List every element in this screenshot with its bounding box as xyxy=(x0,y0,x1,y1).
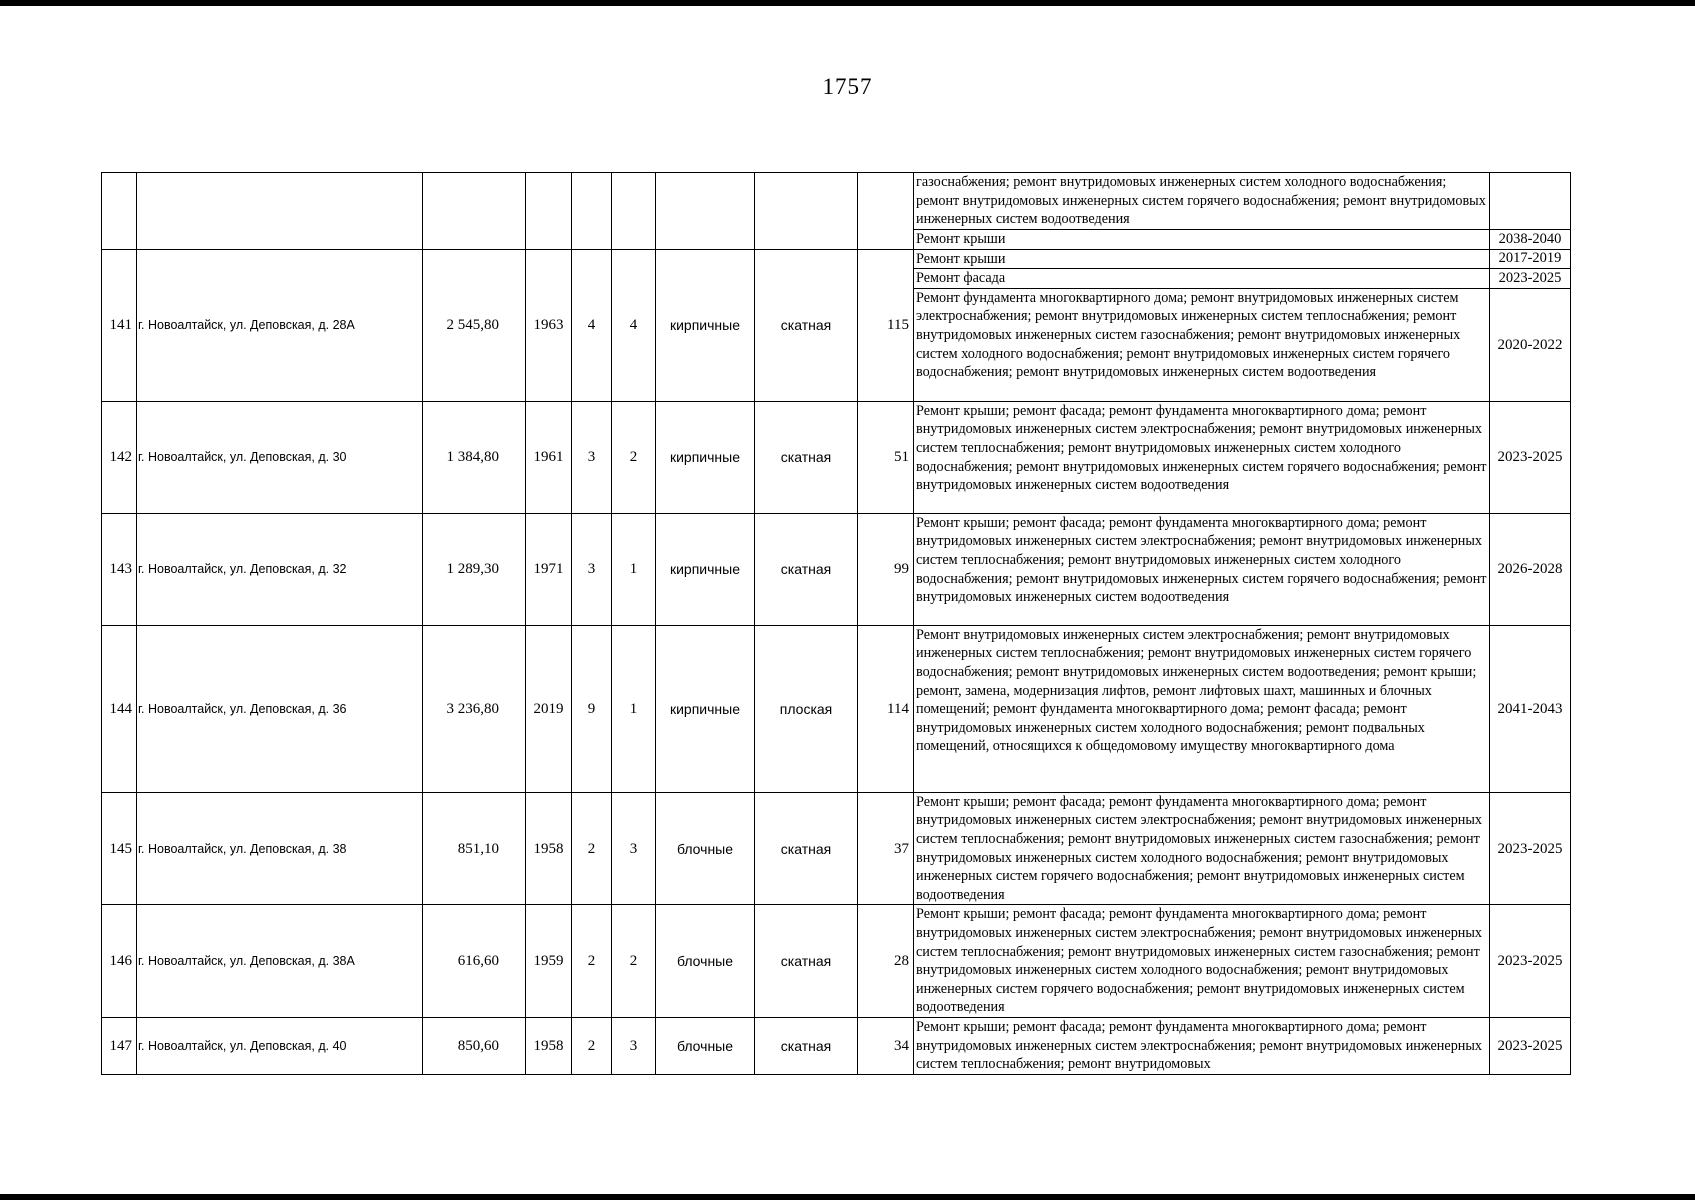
floors-count: 2 xyxy=(572,905,612,1018)
build-year: 2019 xyxy=(526,625,572,792)
work-period: 2023-2025 xyxy=(1490,1017,1571,1074)
row-number: 146 xyxy=(102,905,137,1018)
work-period: 2023-2025 xyxy=(1490,269,1571,289)
work-period: 2038-2040 xyxy=(1490,230,1571,250)
building-area: 1 289,30 xyxy=(423,513,526,625)
entrances-count: 3 xyxy=(612,792,656,905)
building-address: г. Новоалтайск, ул. Деповская, д. 38 xyxy=(137,792,423,905)
row-number: 147 xyxy=(102,1017,137,1074)
work-description: Ремонт крыши; ремонт фасада; ремонт фундамента многоквартирного дома; ремонт внутридомовых инженерных систем электроснабжения; ремонт внутридомовых инженерных систем теплоснабжения; ремонт внутридомовых инженерных систем газоснабжения; ремонт внутридомовых инженерных систем холодного водоснабжения; ремонт внутридомовых инженерных систем горячего водоснабжения; ремонт внутридомовых инженерных систем водоотведения xyxy=(914,905,1490,1018)
table-row xyxy=(102,625,1571,792)
building-area: 616,60 xyxy=(423,905,526,1018)
entrances-count: 1 xyxy=(612,625,656,792)
work-description: газоснабжения; ремонт внутридомовых инженерных систем холодного водоснабжения; ремонт внутридомовых инженерных систем горячего водоснабжения; ремонт внутридомовых инженерных систем водоотведения xyxy=(914,173,1490,230)
floors-count: 3 xyxy=(572,401,612,513)
wall-material: блочные xyxy=(656,905,755,1018)
residents-count: 114 xyxy=(858,625,914,792)
page-number: 1757 xyxy=(822,74,873,99)
building-address: г. Новоалтайск, ул. Деповская, д. 28А xyxy=(137,249,423,401)
build-year: 1958 xyxy=(526,792,572,905)
work-period: 2017-2019 xyxy=(1490,249,1571,269)
scan-edge-bottom xyxy=(0,1194,1695,1200)
floors-count: 3 xyxy=(572,513,612,625)
work-description: Ремонт крыши; ремонт фасада; ремонт фундамента многоквартирного дома; ремонт внутридомовых инженерных систем электроснабжения; ремонт внутридомовых инженерных систем теплоснабжения; ремонт внутридомовых инженерных систем холодного водоснабжения; ремонт внутридомовых инженерных систем горячего водоснабжения; ремонт внутридомовых инженерных систем водоотведения xyxy=(914,401,1490,513)
table-row-continuation xyxy=(102,173,1571,230)
table-row xyxy=(102,905,1571,1018)
roof-type: скатная xyxy=(755,249,858,401)
building-address: г. Новоалтайск, ул. Деповская, д. 40 xyxy=(137,1017,423,1074)
building-address: г. Новоалтайск, ул. Деповская, д. 36 xyxy=(137,625,423,792)
work-description: Ремонт крыши xyxy=(914,230,1490,250)
floors-count: 4 xyxy=(572,249,612,401)
building-area: 850,60 xyxy=(423,1017,526,1074)
table-row xyxy=(102,1017,1571,1074)
repair-schedule-table xyxy=(101,172,1571,1075)
entrances-count: 2 xyxy=(612,905,656,1018)
row-number: 144 xyxy=(102,625,137,792)
work-description: Ремонт крыши; ремонт фасада; ремонт фундамента многоквартирного дома; ремонт внутридомовых инженерных систем электроснабжения; ремонт внутридомовых инженерных систем теплоснабжения; ремонт внутридомовых инженерных систем газоснабжения; ремонт внутридомовых инженерных систем холодного водоснабжения; ремонт внутридомовых инженерных систем горячего водоснабжения; ремонт внутридомовых инженерных систем водоотведения xyxy=(914,792,1490,905)
entrances-count: 2 xyxy=(612,401,656,513)
building-address: г. Новоалтайск, ул. Деповская, д. 32 xyxy=(137,513,423,625)
building-area: 1 384,80 xyxy=(423,401,526,513)
wall-material: блочные xyxy=(656,1017,755,1074)
roof-type: скатная xyxy=(755,513,858,625)
wall-material: кирпичные xyxy=(656,625,755,792)
row-number: 142 xyxy=(102,401,137,513)
entrances-count: 1 xyxy=(612,513,656,625)
build-year: 1959 xyxy=(526,905,572,1018)
roof-type: скатная xyxy=(755,1017,858,1074)
work-period: 2026-2028 xyxy=(1490,513,1571,625)
building-address: г. Новоалтайск, ул. Деповская, д. 38А xyxy=(137,905,423,1018)
roof-type: скатная xyxy=(755,401,858,513)
table-row xyxy=(102,513,1571,625)
building-address: г. Новоалтайск, ул. Деповская, д. 30 xyxy=(137,401,423,513)
work-period: 2041-2043 xyxy=(1490,625,1571,792)
wall-material: блочные xyxy=(656,792,755,905)
work-description: Ремонт крыши; ремонт фасада; ремонт фундамента многоквартирного дома; ремонт внутридомовых инженерных систем электроснабжения; ремонт внутридомовых инженерных систем теплоснабжения; ремонт внутридомовых инженерных систем холодного водоснабжения; ремонт внутридомовых инженерных систем горячего водоснабжения; ремонт внутридомовых инженерных систем водоотведения xyxy=(914,513,1490,625)
build-year: 1971 xyxy=(526,513,572,625)
residents-count: 115 xyxy=(858,249,914,401)
residents-count: 34 xyxy=(858,1017,914,1074)
table-row xyxy=(102,401,1571,513)
work-description: Ремонт внутридомовых инженерных систем электроснабжения; ремонт внутридомовых инженерных систем теплоснабжения; ремонт внутридомовых инженерных систем горячего водоснабжения; ремонт внутридомовых инженерных систем водоотведения; ремонт крыши; ремонт, замена, модернизация лифтов, ремонт лифтовых шахт, машинных и блочных помещений; ремонт фундамента многоквартирного дома; ремонт фасада; ремонт внутридомовых инженерных систем холодного водоснабжения; ремонт подвальных помещений, относящихся к общедомовому имуществу многоквартирного дома xyxy=(914,625,1490,792)
residents-count: 37 xyxy=(858,792,914,905)
roof-type: плоская xyxy=(755,625,858,792)
row-number: 141 xyxy=(102,249,137,401)
building-area: 2 545,80 xyxy=(423,249,526,401)
wall-material: кирпичные xyxy=(656,513,755,625)
work-description: Ремонт крыши xyxy=(914,249,1490,269)
wall-material: кирпичные xyxy=(656,401,755,513)
work-period: 2023-2025 xyxy=(1490,905,1571,1018)
table-row xyxy=(102,792,1571,905)
floors-count: 9 xyxy=(572,625,612,792)
floors-count: 2 xyxy=(572,792,612,905)
build-year: 1958 xyxy=(526,1017,572,1074)
build-year: 1963 xyxy=(526,249,572,401)
work-period: 2020-2022 xyxy=(1490,288,1571,401)
building-area: 851,10 xyxy=(423,792,526,905)
table-row xyxy=(102,249,1571,269)
work-description: Ремонт крыши; ремонт фасада; ремонт фундамента многоквартирного дома; ремонт внутридомовых инженерных систем электроснабжения; ремонт внутридомовых инженерных систем теплоснабжения; ремонт внутридомовых xyxy=(914,1017,1490,1074)
work-period: 2023-2025 xyxy=(1490,401,1571,513)
entrances-count: 4 xyxy=(612,249,656,401)
scan-edge-top xyxy=(0,0,1695,6)
roof-type: скатная xyxy=(755,905,858,1018)
residents-count: 51 xyxy=(858,401,914,513)
row-number: 145 xyxy=(102,792,137,905)
build-year: 1961 xyxy=(526,401,572,513)
row-number: 143 xyxy=(102,513,137,625)
entrances-count: 3 xyxy=(612,1017,656,1074)
work-period: 2023-2025 xyxy=(1490,792,1571,905)
building-area: 3 236,80 xyxy=(423,625,526,792)
work-description: Ремонт фундамента многоквартирного дома; ремонт внутридомовых инженерных систем электроснабжения; ремонт внутридомовых инженерных систем теплоснабжения; ремонт внутридомовых инженерных систем газоснабжения; ремонт внутридомовых инженерных систем холодного водоснабжения; ремонт внутридомовых инженерных систем горячего водоснабжения; ремонт внутридомовых инженерных систем водоотведения xyxy=(914,288,1490,401)
roof-type: скатная xyxy=(755,792,858,905)
floors-count: 2 xyxy=(572,1017,612,1074)
residents-count: 28 xyxy=(858,905,914,1018)
wall-material: кирпичные xyxy=(656,249,755,401)
residents-count: 99 xyxy=(858,513,914,625)
work-description: Ремонт фасада xyxy=(914,269,1490,289)
